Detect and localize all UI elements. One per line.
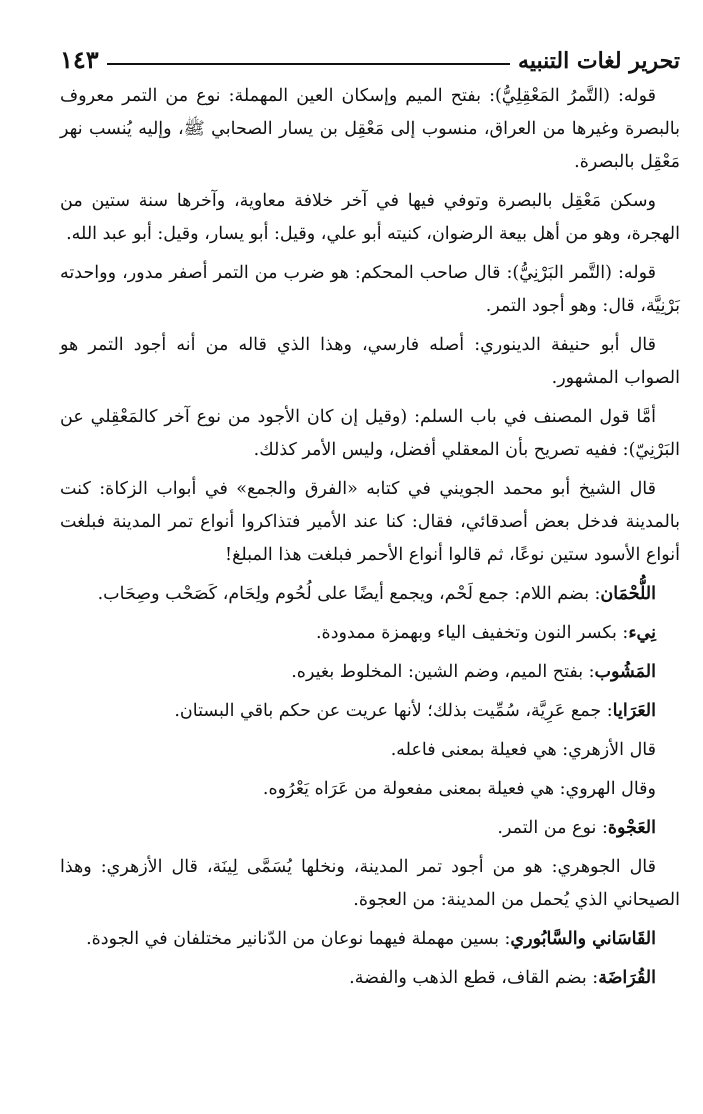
paragraph [60, 473, 680, 572]
paragraph [60, 578, 680, 611]
running-title: تحرير لغات التنبيه [518, 48, 680, 74]
page-body [60, 80, 680, 995]
paragraph-text: أمَّا قول المصنف في باب السلم: (وقيل إن كان الأجود من نوع آخر كالمَعْقِلي عن البَرْنِيّ): ففيه تصريح بأن المعقلي أفضل، وليس الأمر كذلك. [60, 407, 680, 460]
entry-term: القُرَاضَة [598, 968, 656, 988]
paragraph-text: : بكسر النون وتخفيف الياء وبهمزة ممدودة. [315, 623, 629, 643]
entry-term: اللُّحْمَان [600, 584, 656, 604]
entry-term: نِيء [628, 623, 656, 643]
paragraph [60, 695, 680, 728]
paragraph [60, 773, 680, 806]
paragraph-text: وسكن مَعْقِل بالبصرة وتوفي فيها في آخر خلافة معاوية، وآخرها سنة ستين من الهجرة، وهو من أهل بيعة الرضوان، كنيته أبو علي، وقيل: أبو يسار، وقيل: أبو عبد الله. [60, 191, 680, 244]
paragraph [60, 734, 680, 767]
page-header [60, 40, 680, 74]
paragraph-text: : بضم القاف، قطع الذهب والفضة. [349, 968, 599, 988]
paragraph [60, 401, 680, 467]
paragraph-text: : بفتح الميم، وضم الشين: المخلوط بغيره. [291, 662, 595, 682]
entry-term: المَشُوب [594, 662, 656, 682]
paragraph-text: : جمع عَرِيَّة، سُمِّيت بذلك؛ لأنها عريت عن حكم باقي البستان. [174, 701, 613, 721]
paragraph [60, 962, 680, 995]
paragraph [60, 257, 680, 323]
entry-term: القَاسَاني والسَّابُوري [510, 929, 656, 949]
paragraph-text: : نوع من التمر. [497, 818, 608, 838]
entry-term: العَجْوة [607, 818, 656, 838]
paragraph [60, 329, 680, 395]
paragraph-text: قال الأزهري: هي فعيلة بمعنى فاعله. [390, 740, 656, 760]
paragraph [60, 656, 680, 689]
paragraph [60, 617, 680, 650]
paragraph-text: قوله: (التَّمرُ المَعْقِلِيُّ): بفتح الميم وإسكان العين المهملة: نوع من التمر معروف بالبصرة وغيرها من العراق، منسوب إلى مَعْقِل بن يسار الصحابي ﷺ، وإليه يُنسب نهر مَعْقِل بالبصرة. [60, 86, 680, 172]
paragraph-text: قوله: (التَّمر البَرْنِيُّ): قال صاحب المحكم: هو ضرب من التمر أصفر مدور، وواحدته بَرْنِيَّة، قال: وهو أجود التمر. [60, 263, 680, 316]
paragraph-text: قال أبو حنيفة الدينوري: أصله فارسي، وهذا الذي قاله من أنه أجود التمر هو الصواب المشهور. [60, 335, 680, 388]
paragraph [60, 923, 680, 956]
paragraph [60, 185, 680, 251]
entry-term: العَرَايا [612, 701, 656, 721]
paragraph-text: : بضم اللام: جمع لَحْم، ويجمع أيضًا على لُحُوم ولِحَام، كَصَحْب وصِحَاب. [97, 584, 601, 604]
paragraph-text: : بسين مهملة فيهما نوعان من الدّنانير مختلفان في الجودة. [86, 929, 511, 949]
paragraph [60, 851, 680, 917]
paragraph-text: وقال الهروي: هي فعيلة بمعنى مفعولة من عَرَاه يَعْرُوه. [262, 779, 656, 799]
paragraph-text: قال الشيخ أبو محمد الجويني في كتابه «الفرق والجمع» في أبواب الزكاة: كنت بالمدينة فدخل بعض أصدقائي، فقال: كنا عند الأمير فتذاكروا أنواع تمر المدينة فبلغت أنواع الأسود ستين نوعًا، ثم قالوا أنواع الأحمر فبلغت هذا المبلغ! [60, 479, 680, 565]
page-number: ١٤٣ [60, 45, 99, 74]
paragraph [60, 80, 680, 179]
header-rule [107, 63, 510, 65]
paragraph-text: قال الجوهري: هو من أجود تمر المدينة، ونخلها يُسَمَّى لِينَة، قال الأزهري: وهذا الصيحاني الذي يُحمل من المدينة: من العجوة. [60, 857, 680, 910]
paragraph [60, 812, 680, 845]
document-page [60, 40, 680, 1001]
